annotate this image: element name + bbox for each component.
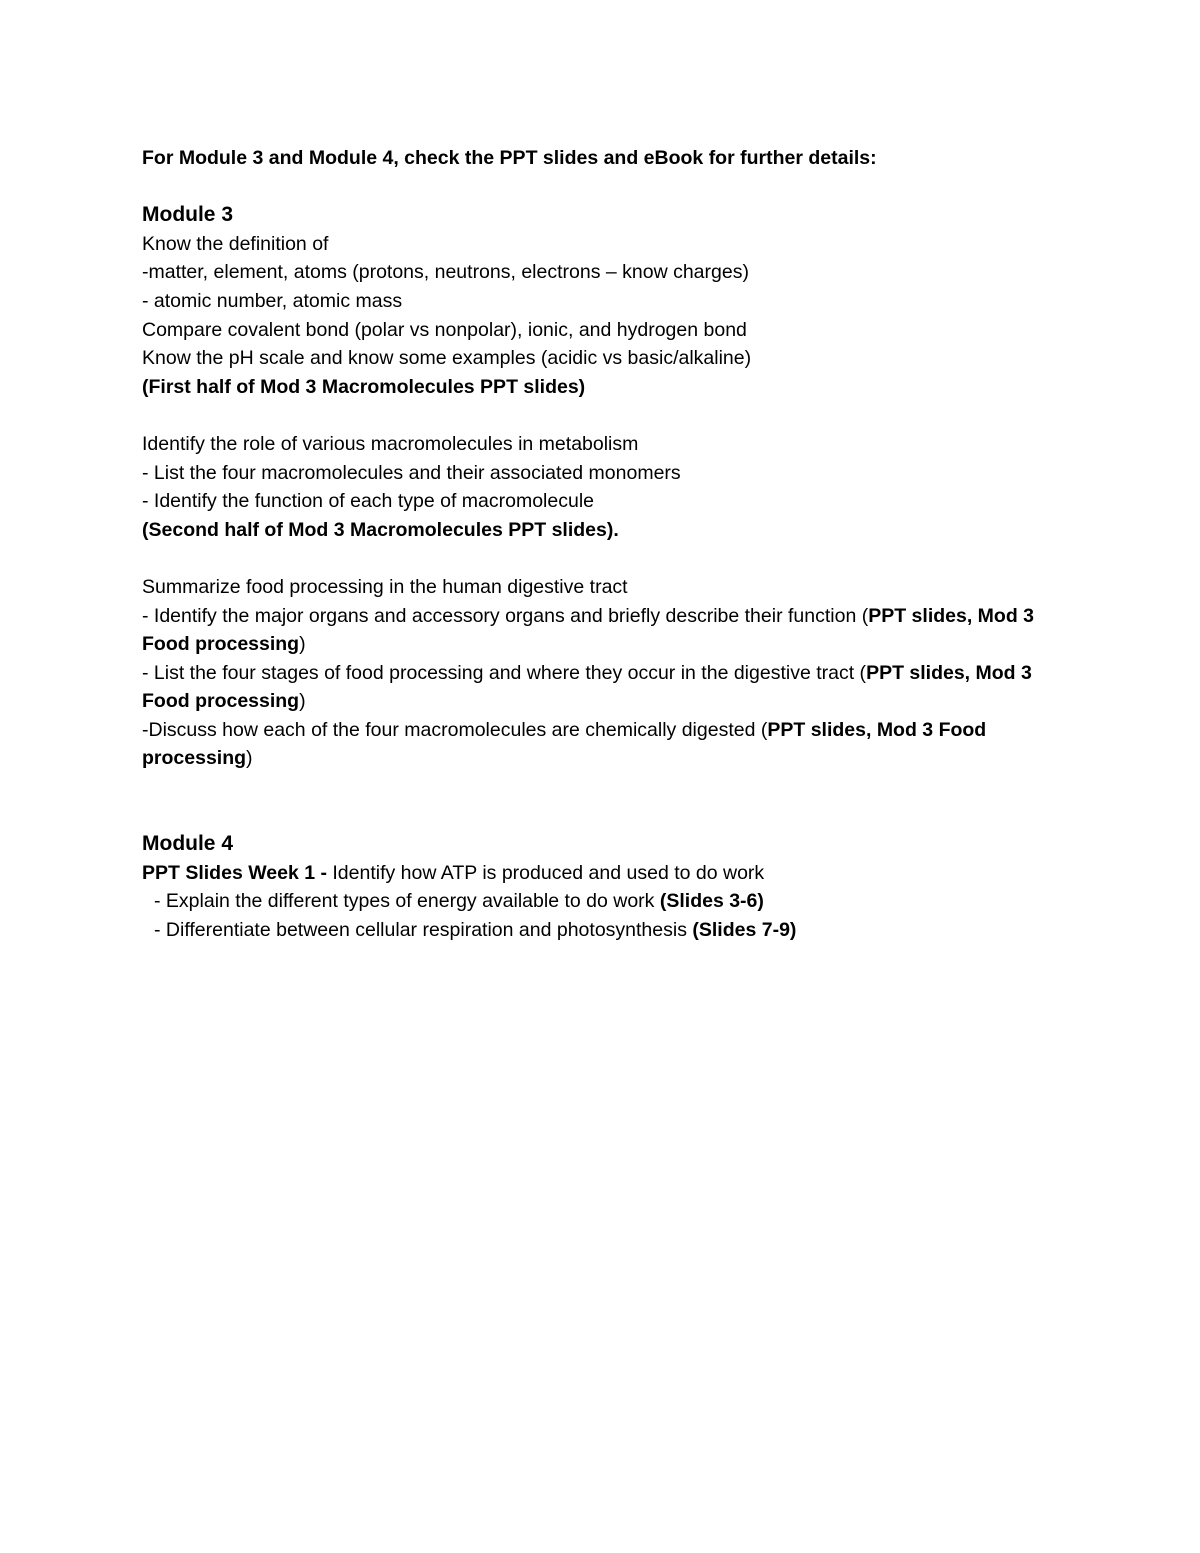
- module4-item-reference: (Slides 7-9): [692, 919, 797, 942]
- food-processing-item: [142, 602, 1072, 659]
- food-item-close: ): [299, 690, 306, 713]
- week1-label: PPT Slides Week 1 -: [142, 861, 327, 884]
- macromolecules-lead: Identify the role of various macromolecules in metabolism: [142, 432, 639, 455]
- module4-item: [142, 887, 1072, 916]
- food-processing-item: [142, 716, 1072, 773]
- macromolecules-item: - List the four macromolecules and their associated monomers: [142, 461, 681, 484]
- macromolecules-item: - Identify the function of each type of macromolecule: [142, 490, 594, 513]
- spacer: [142, 544, 1072, 573]
- module3-title: Module 3: [142, 203, 234, 227]
- food-item-text: - Identify the major organs and accessory organs and briefly describe their function (: [142, 604, 869, 627]
- food-processing-lead: Summarize food processing in the human digestive tract: [142, 575, 628, 598]
- spacer: [142, 401, 1072, 430]
- definitions-item: - atomic number, atomic mass: [142, 289, 403, 312]
- definitions-lead: Know the definition of: [142, 232, 329, 255]
- definitions-reference: (First half of Mod 3 Macromolecules PPT slides): [142, 375, 586, 398]
- module4-item: [142, 916, 1072, 945]
- document-body: [142, 144, 1072, 945]
- macromolecules-reference: (Second half of Mod 3 Macromolecules PPT slides).: [142, 518, 619, 541]
- food-item-reference: PPT slides, Mod 3 Food processing: [142, 661, 1032, 713]
- definitions-item: -matter, element, atoms (protons, neutrons, electrons – know charges): [142, 261, 749, 284]
- food-processing-item: [142, 659, 1072, 716]
- module4-item-text: - Explain the different types of energy available to do work: [154, 890, 660, 913]
- food-item-reference: PPT slides, Mod 3 Food processing: [142, 604, 1035, 656]
- module4-title: Module 4: [142, 832, 234, 856]
- intro-heading: For Module 3 and Module 4, check the PPT slides and eBook for further details:: [142, 147, 877, 169]
- food-item-text: -Discuss how each of the four macromolecules are chemically digested (: [142, 718, 768, 741]
- food-item-reference: PPT slides, Mod 3 Food processing: [142, 718, 987, 770]
- module4-item-reference: (Slides 3-6): [659, 890, 764, 913]
- food-item-close: ): [299, 633, 306, 656]
- food-item-text: - List the four stages of food processing and where they occur in the digestive tract (: [142, 661, 867, 684]
- spacer: [142, 773, 1072, 830]
- week1-line: [142, 859, 1072, 888]
- week1-text: Identify how ATP is produced and used to do work: [326, 861, 765, 884]
- bond-comparison: Compare covalent bond (polar vs nonpolar), ionic, and hydrogen bond: [142, 318, 747, 341]
- ph-scale-item: Know the pH scale and know some examples (acidic vs basic/alkaline): [142, 347, 752, 370]
- module4-item-text: - Differentiate between cellular respiration and photosynthesis: [154, 919, 693, 942]
- spacer: [142, 173, 1072, 202]
- food-item-close: ): [246, 747, 253, 770]
